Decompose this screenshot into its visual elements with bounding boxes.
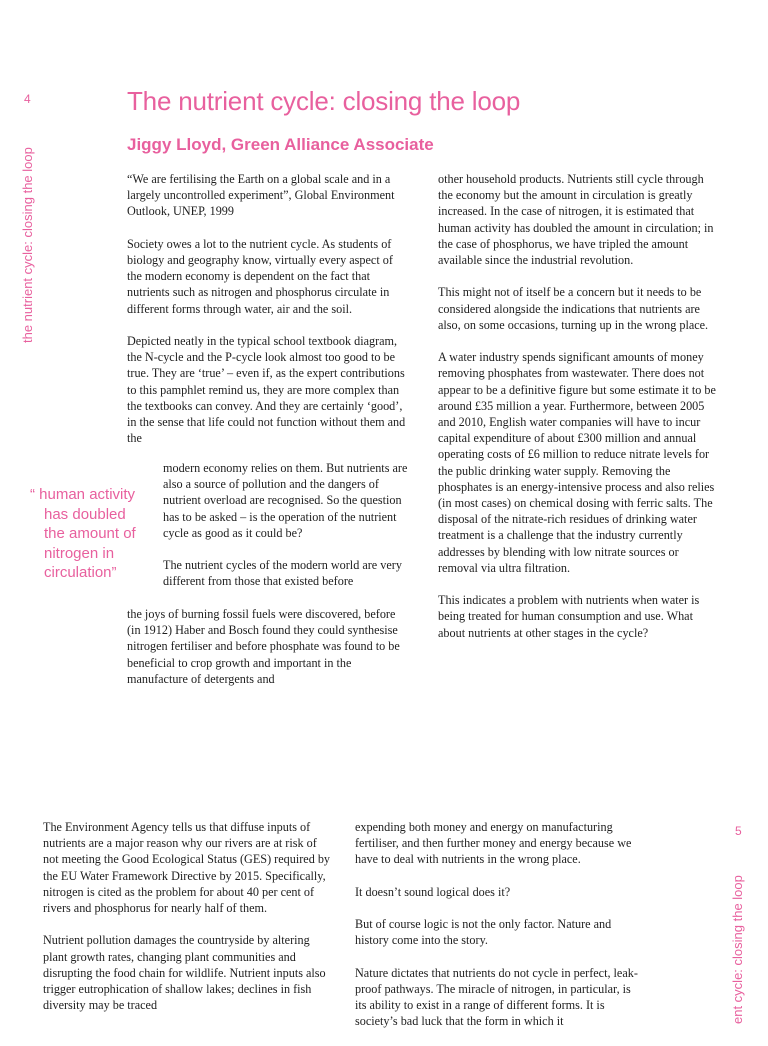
- column-left-indented: [163, 460, 410, 590]
- paragraph: “We are fertilising the Earth on a global scale and in a largely uncontrolled experiment”, Global Environment Outlook, UNEP, 1999: [127, 172, 395, 219]
- column-left: [127, 171, 410, 463]
- paragraph: This indicates a problem with nutrients when water is being treated for human consumption and use. What about nutrients at other stages in the cycle?: [438, 593, 700, 640]
- paragraph: The nutrient cycles of the modern world are very different from those that existed before: [163, 558, 402, 589]
- paragraph: Society owes a lot to the nutrient cycle. As students of biology and geography know, virtually every aspect of the modern economy is dependent on the fact that nutrients such as nitrogen and phosphorus circulate in different forms through water, air and the soil.: [127, 236, 393, 316]
- running-title: the nutrient cycle: closing the loop: [20, 147, 35, 343]
- pull-quote: [30, 485, 158, 583]
- paragraph: A water industry spends significant amounts of money removing phosphates from wastewater. There does not appear to be a definitive figure but some estimate it to be around £35 million a year. Furthermore, between 2005 and 2010, English water companies will have to incur capital expenditure of about £300 million and annual operating costs of £6 million to reduce nitrate levels for the public drinking water supply. Removing the phosphates is an energy-intensive process and also relies (in most cases) on chemical dosing with ferric salts. The disposal of the nitrate-rich residues of drinking water treatment is a challenge that the industry currently addresses by blending with low nitrate sources or removal via ultra filtration.: [438, 350, 716, 575]
- page-number: 5: [735, 824, 742, 838]
- paragraph: It doesn’t sound logical does it?: [355, 884, 511, 899]
- page-title: The nutrient cycle: closing the loop: [127, 86, 521, 116]
- pull-quote-line: circulation”: [44, 564, 117, 581]
- pull-quote-line: nitrogen in: [44, 544, 115, 562]
- column-right-bottom: [355, 819, 643, 1046]
- paragraph: expending both money and energy on manufacturing fertiliser, and then further money and energy because we have to deal with nutrients in the wrong place.: [355, 820, 632, 867]
- paragraph: The Environment Agency tells us that diffuse inputs of nutrients are a major reason why our rivers are at risk of not meeting the Good Ecological Status (GES) required by the EU Water Framework Directive by 2015. Specifically, nitrogen is cited as the problem for about 40 per cent of rivers and phosphorus for nearly half of them.: [43, 820, 331, 916]
- paragraph: other household products. Nutrients still cycle through the economy but the amount in circulation is greatly increased. In the case of nitrogen, it is estimated that human activity has doubled the amount in circulation; in the case of phosphorus, we have tripled the amount available since the industrial revolution.: [438, 172, 714, 268]
- paragraph: But of course logic is not the only factor. Nature and history come into the story.: [355, 917, 612, 948]
- paragraph: This might not of itself be a concern but it needs to be considered alongside the indications that nutrients are also, on some occasions, turning up in the wrong place.: [438, 285, 709, 332]
- running-title: ent cycle: closing the loop: [730, 875, 745, 1024]
- paragraph: modern economy relies on them. But nutrients are also a source of pollution and the dangers of nutrient overload are recognised. So the question has to be asked – is the operation of the nutrient cycle as good as it could be?: [163, 461, 408, 540]
- paragraph: Nature dictates that nutrients do not cycle in perfect, leak-proof pathways. The miracle of nitrogen, in particular, is its ability to exist in a range of different forms. It is society’s bad luck that the form in which it: [355, 965, 638, 1029]
- column-left-bottom: [43, 819, 331, 1030]
- pull-quote-line: “ human activity: [30, 486, 136, 503]
- pull-quote-line: has doubled: [44, 505, 126, 523]
- page-number: 4: [24, 92, 31, 106]
- paragraph: the joys of burning fossil fuels were discovered, before (in 1912) Haber and Bosch found they could synthesise nitrogen fertiliser and before phosphate was found to be beneficial to crop growth and important in the manufacture of detergents and: [127, 607, 400, 686]
- paragraph-text: Depicted neatly in the typical school textbook diagram, the N-cycle and the P-cycle look almost too good to be true. They are ‘true’ – even if, as the expert contributions to this pamphlet remind us, they are more complex than the textbooks can convey. And they are certainly ‘good’, in the sense that life could not function without them and the: [127, 334, 406, 446]
- paragraph: Nutrient pollution damages the countryside by altering plant growth rates, changing plant communities and disrupting the food chain for wildlife. Nutrient inputs also trigger eutrophication of shallow lakes; declines in fish diversity may be traced: [43, 933, 326, 1013]
- author-byline: Jiggy Lloyd, Green Alliance Associate: [127, 135, 434, 154]
- column-left-continued: [127, 606, 410, 703]
- paragraph: [127, 333, 410, 446]
- column-right: [438, 171, 721, 657]
- pull-quote-line: the amount of: [44, 525, 136, 542]
